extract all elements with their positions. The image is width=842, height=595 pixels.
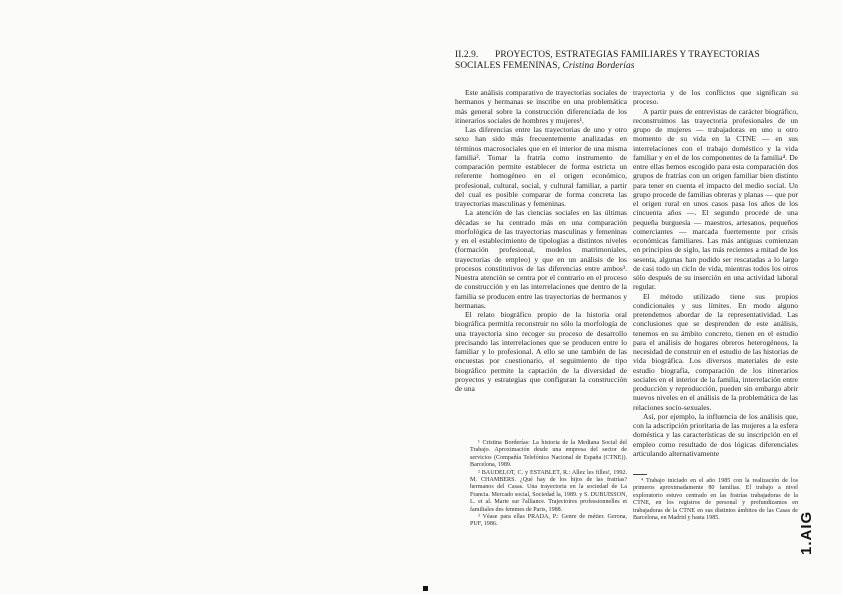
body-column-right <box>633 88 798 458</box>
paragraph: El método utilizado tiene sus propios condicionales y sus límites. En modo alguno pretendemos abordar de la representatividad. Las conclusiones que se desprenden de este análisis, tenemos en su ámbito concreto, tienen en el estudio para el análisis de hogares obreros heterogéneos, la necesidad de construir en el estudio de las historias de vida biográfica. Los diversos materiales de este estudio biografía, comparación de los itinerarios sociales en el interior de la familia, interrelación entre producción y reproducción, pueden sin embargo abrir nuevos niveles en el análisis de la problemática de las relaciones socio-sexuales. <box>633 291 798 412</box>
footnote: ² BAUDELOT, C. y ESTABLET, R.: Allez les filles!, 1992. M. CHAMBERS. ¿Qué hay de los hijos de las fratrías? hermanos del Casas. Una trayectoria en la sociedad de La Francia. Mercado social, Sociedad la, 1989. y S. DUBUISSON, L. et al. Marie sur l'alliance. Trajectoires professionnelles et familiales des femmes de Paris, 1988. <box>470 469 627 513</box>
section-heading <box>455 50 790 71</box>
section-author: Cristina Borderías <box>562 60 635 71</box>
footnotes-left <box>470 440 627 529</box>
footnotes-right <box>633 478 798 522</box>
body-column-left <box>455 88 627 393</box>
footnote: ¹ Cristina Borderías: La historia de la Mediana Social del Trabajo. Aproximación desde una empresa del sector de servicios (Compañía Telefónica Nacional de España (CTNE)). Barcelona, 1989. <box>470 440 627 469</box>
spine-label: 1.AIG <box>798 510 815 555</box>
paragraph: A partir pues de entrevistas de carácter biográfico, reconstruimos las trayectoria profesionales de un grupo de mujeres — trabajadoras en uno u otro momento de su vida en la CTNE — en sus interrelaciones con el trabajo doméstico y la vida familiar y en el de los componentes de la familia⁴. De entre ellas hemos escogido para esta comparación dos grupos de fratrías con un origen familiar bien distinto para tener en cuenta el impacto del medio social. Un grupo procede de familias obreras y planas — que por el origen rural en unos casos pasa los años de los cincuenta años —. El segundo procede de una pequeña burguesía — maestros, artesanos, pequeños comerciantes — marcada fuertemente por crisis económicas familiares. Las más antiguas comienzan en principios de siglo, las más recientes a mitad de los sesenta, algunas han podido ser rescatadas a lo largo de casi todo un ciclo de vida, mientras todos los otros sólo después de su inserción en una actividad laboral regular. <box>633 106 798 292</box>
footnote-divider <box>633 474 647 475</box>
paragraph: La atención de las ciencias sociales en las últimas décadas se ha centrado más en una comparación morfológica de las trayectorias masculinas y femeninas y en el establecimiento de tipologías a distintos niveles (formación profesional, modelos matrimoniales, trayectorias de empleo) y que en un análisis de los procesos constitutivos de las diferencias entre ambos³. Nuestra atención se centra por el contrario en el proceso de construcción y en las interrelaciones que dentro de la familia se producen entre las trayectorias de hermanos y hermanas. <box>455 208 627 310</box>
footnote: ³ Véase para ellas PRADA, P.: Genre de métier. Gerona, PUF, 1986. <box>470 514 627 528</box>
paragraph: trayectoria y de los conflictos que significan su proceso. <box>633 88 798 107</box>
footnote: ⁴ Trabajo iniciado en el año 1985 con la realización de los primeros aproximadamente 80 familias. El trabajo a nivel exploratorio estuvo centrado en las fratrías trabajadoras de la CTNE, en los registros de personal y profundizamos en trabajadoras de la CTNE en sus distintos ámbitos de las Casas de Barcelona, en Madrid y hasta 1985. <box>633 478 798 522</box>
scan-mark <box>423 586 428 591</box>
paragraph: Así, por ejemplo, la influencia de los análisis que, con la adscripción prioritaria de las mujeres a la esfera doméstica y las características de su inscripción en el empleo como resultado de dos lógicas diferenciales articulando alternativamente <box>633 411 798 458</box>
paragraph: Este análisis comparativo de trayectorias sociales de hermanos y hermanas se inscribe en una problemática más general sobre la construcción diferenciada de los itinerarios sociales de hombres y mujeres¹. <box>455 88 627 125</box>
paragraph: Las diferencias entre las trayectorias de uno y otro sexo han sido más frecuentemente analizadas en términos macrosociales que en el interior de una misma familia². Tomar la fratría como instrumento de comparación permite establecer de forma estricta un referente homogéneo en el origen económico, profesional, cultural, social, y cultural familiar, a partir del cual es posible comparar de forma concreta las trayectorias masculinas y femeninas. <box>455 125 627 208</box>
paragraph: El relato biográfico propio de la historia oral biográfica permitía reconstruir no sólo la morfología de una trayectoria sino recoger su proceso de desarrollo precisando las interrelaciones que se producen entre lo familiar y lo profesional. A ello se une también de las encuestas por cuestionario, el seguimiento de tipo biográfico permite la captación de la diversidad de proyectos y estrategias que configuran la construcción de una <box>455 310 627 393</box>
section-title: PROYECTOS, ESTRATEGIAS FAMILIARES Y TRAYECTORIAS SOCIALES FEMENINAS, <box>455 50 760 71</box>
section-number: II.2.9. <box>455 50 479 60</box>
